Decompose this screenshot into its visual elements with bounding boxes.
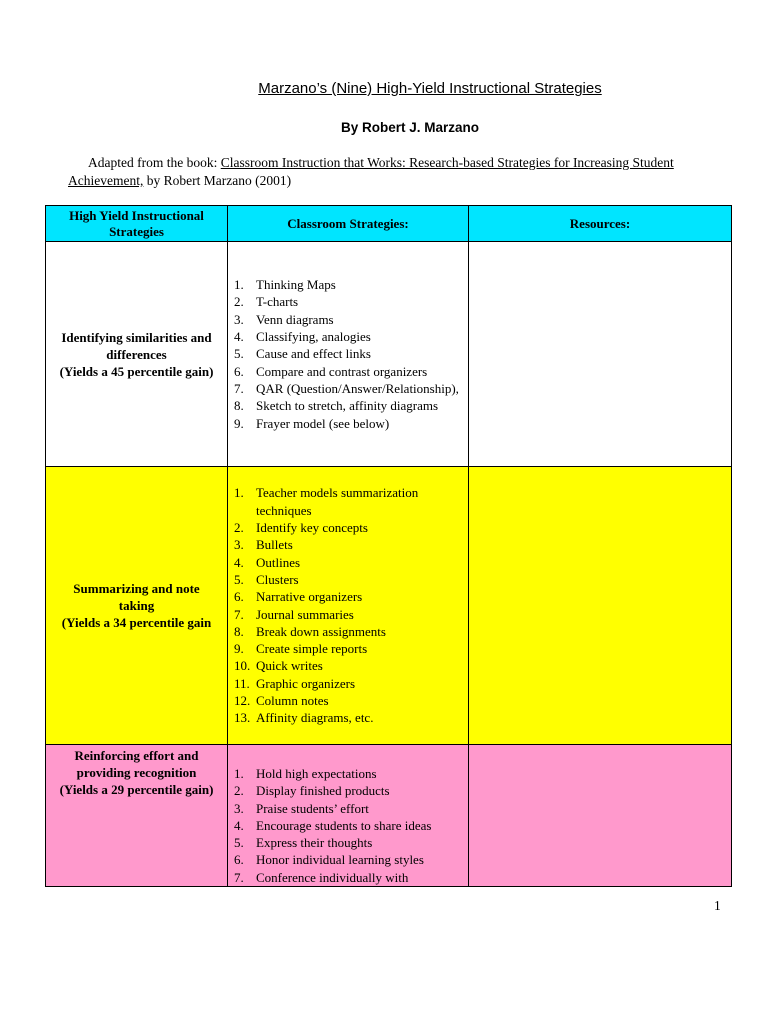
list-item (234, 606, 462, 623)
strategy-yield: (Yields a 45 percentile gain) (59, 363, 214, 379)
list-item-text: Hold high expectations (256, 766, 377, 781)
citation-prefix: Adapted from the book: (88, 155, 221, 170)
list-item (234, 692, 462, 709)
list-item (234, 869, 462, 886)
header-strategies: High Yield Instructional Strategies (46, 206, 228, 242)
list-item-number: 8. (234, 398, 244, 414)
strategy-list (228, 484, 468, 726)
list-item-text: Praise students’ effort (256, 800, 369, 816)
list-item-text: Conference individually with (256, 869, 409, 885)
list-item (234, 640, 462, 657)
list-item-text: Thinking Maps (256, 277, 336, 293)
list-item-text: Sketch to stretch, affinity diagrams (256, 398, 439, 414)
strategy-yield: (Yields a 29 percentile gain) (59, 782, 214, 797)
list-item-number: 1. (234, 766, 244, 781)
list-item (234, 554, 462, 571)
list-item (234, 588, 462, 605)
list-item (234, 571, 462, 588)
strategy-name: Reinforcing effort and providing recognition (74, 748, 199, 780)
list-item-number: 2. (234, 783, 244, 799)
list-item (234, 397, 462, 414)
list-item-text: Identify key concepts (256, 520, 368, 536)
list-item (234, 782, 462, 799)
resources-cell (469, 467, 732, 745)
list-item-number: 1. (234, 485, 244, 501)
list-item (234, 415, 462, 432)
list-item-text: Narrative organizers (256, 589, 363, 605)
list-item-text: T-charts (256, 294, 299, 310)
list-item (234, 519, 462, 536)
list-item (234, 675, 462, 692)
list-item-text: Encourage students to share ideas (256, 817, 432, 833)
list-item-number: 3. (234, 537, 244, 553)
strategy-cell (46, 467, 228, 745)
resources-cell (469, 242, 732, 467)
list-item (234, 484, 462, 519)
strategy-name: Summarizing and note taking (73, 581, 200, 613)
list-item-number: 6. (234, 363, 244, 379)
list-item (234, 328, 462, 345)
author-line: By Robert J. Marzano (340, 120, 480, 135)
list-item-text: Clusters (256, 571, 299, 587)
list-item-number: 11. (234, 675, 250, 691)
list-item-number: 9. (234, 641, 244, 657)
resources-cell (469, 745, 732, 887)
list-item-number: 4. (234, 554, 244, 570)
list-item-number: 5. (234, 571, 244, 587)
classroom-strategies-cell (228, 467, 469, 745)
list-item-number: 2. (234, 294, 244, 310)
strategy-list (228, 276, 468, 432)
list-item-number: 1. (234, 277, 244, 293)
list-item-text: Classifying, analogies (256, 329, 371, 345)
list-item (234, 800, 462, 817)
strategy-cell (46, 242, 228, 467)
header-classroom-strategies: Classroom Strategies: (228, 206, 469, 242)
list-item (234, 311, 462, 328)
list-item-number: 3. (234, 311, 244, 327)
list-item-number: 7. (234, 869, 244, 885)
strategy-name: Identifying similarities and differences (61, 329, 212, 362)
list-item-text: Quick writes (256, 658, 323, 674)
list-item (234, 817, 462, 834)
strategies-table (45, 205, 732, 887)
list-item-number: 7. (234, 606, 244, 622)
list-item-number: 9. (234, 415, 244, 431)
list-item-number: 8. (234, 623, 244, 639)
list-item (234, 623, 462, 640)
list-item-text: Compare and contrast organizers (256, 363, 428, 379)
list-item-text: Frayer model (see below) (256, 415, 390, 431)
list-item-text: Journal summaries (256, 606, 354, 622)
list-item-text: Cause and effect links (256, 346, 371, 362)
classroom-strategies-cell (228, 242, 469, 467)
list-item-number: 4. (234, 817, 244, 833)
list-item-text: Column notes (256, 692, 329, 708)
classroom-strategies-cell (228, 745, 469, 887)
list-item (234, 293, 462, 310)
list-item-text: Outlines (256, 554, 301, 570)
list-item-text: Express their thoughts (256, 835, 373, 851)
list-item-number: 5. (234, 346, 244, 362)
list-item-number: 5. (234, 835, 244, 851)
table-row (46, 467, 732, 745)
list-item (234, 380, 462, 397)
list-item-text: Affinity diagrams, etc. (256, 710, 374, 726)
table-row (46, 242, 732, 467)
page-title: Marzano’s (Nine) High-Yield Instructional Strategies (258, 80, 602, 97)
list-item-text: Bullets (256, 537, 293, 553)
list-item-number: 10. (234, 658, 251, 674)
citation-suffix: by Robert Marzano (2001) (143, 173, 292, 188)
list-item (234, 709, 462, 726)
list-item (234, 765, 462, 782)
list-item-text: QAR (Question/Answer/Relationship), (256, 380, 459, 396)
list-item-number: 2. (234, 520, 244, 536)
list-item-text: Honor individual learning styles (256, 852, 424, 868)
list-item (234, 657, 462, 674)
list-item-number: 6. (234, 589, 244, 605)
list-item (234, 851, 462, 868)
strategy-cell (46, 745, 228, 887)
list-item (234, 834, 462, 851)
page-number: 1 (714, 898, 721, 913)
strategy-yield: (Yields a 34 percentile gain (61, 615, 212, 630)
list-item-text: Display finished products (256, 783, 390, 799)
list-item-text: Graphic organizers (256, 675, 356, 691)
table-row (46, 745, 732, 887)
list-item-text: Create simple reports (256, 641, 368, 657)
strategy-list (228, 765, 468, 886)
list-item-number: 6. (234, 852, 244, 868)
list-item-number: 13. (234, 710, 251, 726)
table-header-row (46, 206, 732, 242)
list-item (234, 345, 462, 362)
list-item (234, 276, 462, 293)
list-item-number: 12. (234, 692, 251, 708)
list-item-text: Venn diagrams (256, 311, 334, 327)
list-item-number: 3. (234, 800, 244, 816)
book-title: Classroom Instruction that Works: Research-based Strategies for Increasing Student Achievement, (68, 155, 674, 188)
header-resources: Resources: (469, 206, 732, 242)
list-item (234, 363, 462, 380)
list-item-number: 7. (234, 380, 244, 396)
source-citation (68, 154, 708, 190)
list-item (234, 536, 462, 553)
list-item-number: 4. (234, 329, 244, 345)
list-item-text: Break down assignments (256, 623, 386, 639)
list-item-text: Teacher models summarization techniques (256, 485, 419, 518)
